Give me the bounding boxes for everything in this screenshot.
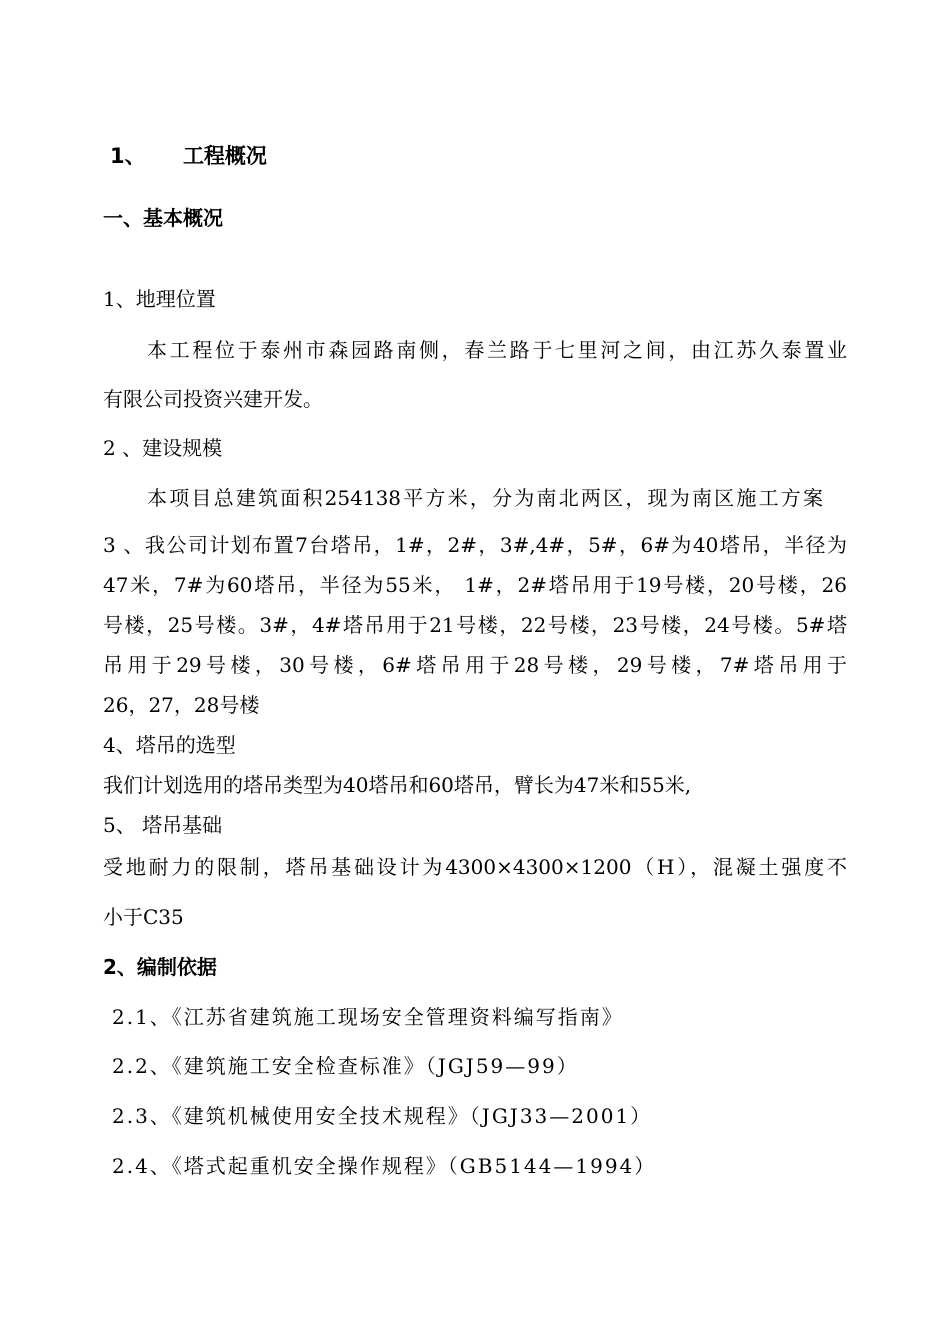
cranes-line-2: 47米，7#为60塔吊，半径为55米， 1#，2#塔吊用于19号楼，20号楼，26	[103, 573, 847, 597]
cranes-line-5: 26，27，28号楼	[103, 693, 260, 717]
basis-heading: 2、编制依据	[103, 955, 217, 979]
geo-paragraph-line-2: 有限公司投资兴建开发。	[103, 387, 323, 411]
basis-item-3: 2.3、《建筑机械使用安全技术规程》（JGJ33—2001）	[112, 1104, 653, 1128]
section-basic-heading: 一、基本概况	[103, 206, 223, 230]
cranes-line-1: 3 、我公司计划布置7台塔吊，1#，2#，3#,4#，5#，6#为40塔吊，半径为	[103, 533, 847, 557]
cranes-line-4: 吊用于29号楼，30号楼，6#塔吊用于28号楼，29号楼，7#塔吊用于	[103, 653, 847, 677]
geo-title: 1、地理位置	[103, 287, 216, 311]
basis-item-2: 2.2、《建筑施工安全检查标准》（JGJ59—99）	[112, 1054, 579, 1078]
basis-item-1: 2.1、《江苏省建筑施工现场安全管理资料编写指南》	[112, 1005, 624, 1029]
main-heading-number: 1、	[110, 144, 146, 168]
basis-item-4: 2.4、《塔式起重机安全操作规程》（GB5144—1994）	[112, 1154, 657, 1178]
selection-paragraph: 我们计划选用的塔吊类型为40塔吊和60塔吊，臂长为47米和55米,	[103, 773, 692, 797]
cranes-line-3: 号楼，25号楼。3#，4#塔吊用于21号楼，22号楼，23号楼，24号楼。5#塔	[103, 613, 847, 637]
foundation-title: 5、 塔吊基础	[103, 813, 223, 837]
geo-paragraph-line-1: 本工程位于泰州市森园路南侧，春兰路于七里河之间，由江苏久泰置业	[147, 338, 847, 362]
main-heading-title: 工程概况	[182, 144, 267, 168]
foundation-paragraph-line-1: 受地耐力的限制，塔吊基础设计为4300×4300×1200（H），混凝土强度不	[103, 855, 847, 879]
foundation-paragraph-line-2: 小于C35	[103, 905, 184, 929]
scale-title: 2 、建设规模	[103, 436, 223, 460]
main-heading	[110, 144, 267, 168]
selection-title: 4、塔吊的选型	[103, 733, 236, 757]
scale-paragraph: 本项目总建筑面积254138平方米，分为南北两区，现为南区施工方案	[147, 486, 823, 510]
